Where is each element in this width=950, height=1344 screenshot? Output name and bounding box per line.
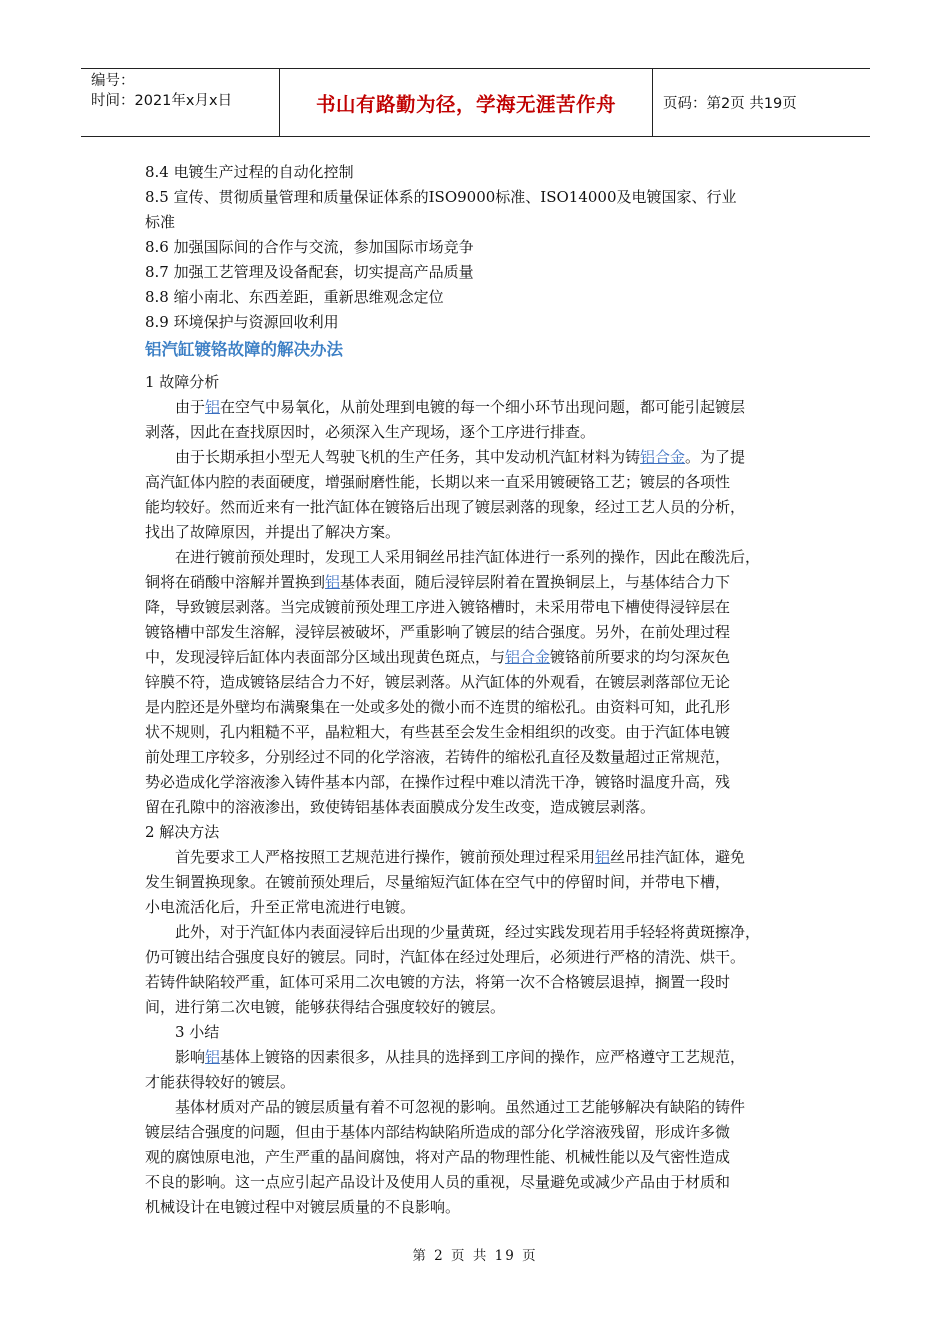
text-segment: 找出了故障原因，并提出了解决方案。: [145, 523, 401, 541]
text-segment: 高汽缸体内腔的表面硬度，增强耐磨性能，长期以来一直采用镀硬铬工艺；镀层的各项性: [145, 473, 731, 491]
body-line: [145, 1070, 805, 1095]
text-segment: 镀铬前所要求的均匀深灰色: [550, 648, 731, 666]
text-segment: 由于: [145, 398, 206, 416]
measures-list: [145, 160, 805, 335]
body-line: [145, 520, 805, 545]
body-line: [145, 595, 805, 620]
body-line: [145, 1045, 805, 1070]
body-line: [145, 445, 805, 470]
body-line: [145, 945, 805, 970]
list-item: 8.5 宣传、贯彻质量管理和质量保证体系的ISO9000标准、ISO14000及电镀国家、行业: [145, 188, 737, 206]
body-line: [145, 395, 805, 420]
keyword-link[interactable]: 铝: [205, 1048, 221, 1066]
keyword-link[interactable]: 铝: [595, 848, 611, 866]
list-item: 标准: [145, 213, 176, 231]
header-motto: 书山有路勤为径，学海无涯苦作舟: [280, 69, 653, 136]
body-line: [145, 545, 805, 570]
body-line: [145, 1095, 805, 1120]
header-page-code: 页码：第2页 共19页: [663, 96, 797, 112]
body-line: [145, 470, 805, 495]
list-item: 8.7 加强工艺管理及设备配套，切实提高产品质量: [145, 263, 474, 281]
text-segment: 1 故障分析: [145, 373, 220, 391]
text-segment: 小电流活化后，升至正常电流进行电镀。: [145, 898, 416, 916]
text-segment: 基体上镀铬的因素很多，从挂具的选择到工序间的操作，应严格遵守工艺规范，: [220, 1048, 746, 1066]
text-segment: 基体表面，随后浸锌层附着在置换铜层上，与基体结合力下: [340, 573, 731, 591]
body-line: [145, 1195, 805, 1220]
text-segment: 锌膜不符，造成镀铬层结合力不好，镀层剥落。从汽缸体的外观看，在镀层剥落部位无论: [145, 673, 731, 691]
keyword-link[interactable]: 铝合金: [505, 648, 551, 666]
text-segment: 观的腐蚀原电池，产生严重的晶间腐蚀，将对产品的物理性能、机械性能以及气密性造成: [145, 1148, 731, 1166]
keyword-link[interactable]: 铝合金: [640, 448, 686, 466]
text-segment: 状不规则，孔内粗糙不平，晶粒粗大，有些甚至会发生金相组织的改变。由于汽缸体电镀: [145, 723, 731, 741]
body-line: [145, 870, 805, 895]
document-number-label: 编号：: [91, 73, 135, 89]
article-title: 铝汽缸镀铬故障的解决办法: [145, 340, 343, 359]
body-line: [145, 1145, 805, 1170]
list-item: 8.4 电镀生产过程的自动化控制: [145, 163, 354, 181]
body-line: [145, 370, 805, 395]
text-segment: 基体材质对产品的镀层质量有着不可忽视的影响。虽然通过工艺能够解决有缺陷的铸件: [145, 1098, 746, 1116]
page-footer: 第 2 页 共 19 页: [412, 1248, 538, 1264]
text-segment: 镀铬槽中部发生溶解，浸锌层被破坏，严重影响了镀层的结合强度。另外，在前处理过程: [145, 623, 731, 641]
list-item: 8.6 加强国际间的合作与交流，参加国际市场竞争: [145, 238, 474, 256]
text-segment: 机械设计在电镀过程中对镀层质量的不良影响。: [145, 1198, 461, 1216]
body-line: [145, 820, 805, 845]
document-time-label: 时间：2021年x月x日: [91, 93, 233, 109]
text-segment: 由于长期承担小型无人驾驶飞机的生产任务，其中发动机汽缸材料为铸: [145, 448, 641, 466]
body-line: [145, 845, 805, 870]
body-line: [145, 570, 805, 595]
document-body: [145, 160, 805, 1220]
text-segment: 势必造成化学溶液渗入铸件基本内部，在操作过程中难以清洗干净，镀铬时温度升高，残: [145, 773, 731, 791]
text-segment: 中，发现浸锌后缸体内表面部分区域出现黄色斑点，与: [145, 648, 506, 666]
text-segment: 间，进行第二次电镀，能够获得结合强度较好的镀层。: [145, 998, 506, 1016]
body-line: [145, 920, 805, 945]
body-line: [145, 1020, 805, 1045]
body-line: [145, 795, 805, 820]
body-line: [145, 895, 805, 920]
keyword-link[interactable]: 铝: [325, 573, 341, 591]
header-meta: [81, 69, 280, 136]
body-line: [145, 620, 805, 645]
body-line: [145, 420, 805, 445]
text-segment: 首先要求工人严格按照工艺规范进行操作，镀前预处理过程采用: [145, 848, 596, 866]
list-item: 8.9 环境保护与资源回收利用: [145, 313, 339, 331]
text-segment: 丝吊挂汽缸体，避免: [610, 848, 746, 866]
text-segment: 。为了提: [685, 448, 746, 466]
text-segment: 才能获得较好的镀层。: [145, 1073, 296, 1091]
text-segment: 在进行镀前预处理时，发现工人采用铜丝吊挂汽缸体进行一系列的操作，因此在酸洗后，: [145, 548, 761, 566]
body-line: [145, 495, 805, 520]
text-segment: 不良的影响。这一点应引起产品设计及使用人员的重视，尽量避免或减少产品由于材质和: [145, 1173, 731, 1191]
text-segment: 在空气中易氧化，从前处理到电镀的每一个细小环节出现问题，都可能引起镀层: [220, 398, 746, 416]
body-line: [145, 1120, 805, 1145]
body-line: [145, 695, 805, 720]
text-segment: 发生铜置换现象。在镀前预处理后，尽量缩短汽缸体在空气中的停留时间，并带电下槽，: [145, 873, 731, 891]
text-segment: 前处理工序较多，分别经过不同的化学溶液，若铸件的缩松孔直径及数量超过正常规范，: [145, 748, 731, 766]
body-line: [145, 970, 805, 995]
body-line: [145, 720, 805, 745]
body-line: [145, 670, 805, 695]
text-segment: 3 小结: [145, 1023, 220, 1041]
body-line: [145, 995, 805, 1020]
text-segment: 留在孔隙中的溶液渗出，致使铸铝基体表面膜成分发生改变，造成镀层剥落。: [145, 798, 656, 816]
text-segment: 若铸件缺陷较严重，缸体可采用二次电镀的方法，将第一次不合格镀层退掉，搁置一段时: [145, 973, 731, 991]
text-segment: 能均较好。然而近来有一批汽缸体在镀铬后出现了镀层剥落的现象，经过工艺人员的分析，: [145, 498, 746, 516]
body-line: [145, 645, 805, 670]
page-header: [81, 68, 870, 137]
article-body: [145, 370, 805, 1220]
text-segment: 剥落，因此在查找原因时，必须深入生产现场，逐个工序进行排查。: [145, 423, 596, 441]
text-segment: 镀层结合强度的问题，但由于基体内部结构缺陷所造成的部分化学溶液残留，形成许多微: [145, 1123, 731, 1141]
body-line: [145, 745, 805, 770]
list-item: 8.8 缩小南北、东西差距，重新思维观念定位: [145, 288, 444, 306]
keyword-link[interactable]: 铝: [205, 398, 221, 416]
text-segment: 仍可镀出结合强度良好的镀层。同时，汽缸体在经过处理后，必须进行严格的清洗、烘干。: [145, 948, 746, 966]
text-segment: 铜将在硝酸中溶解并置换到: [145, 573, 326, 591]
text-segment: 降，导致镀层剥落。当完成镀前预处理工序进入镀铬槽时，未采用带电下槽使得浸锌层在: [145, 598, 731, 616]
text-segment: 是内腔还是外壁均布满聚集在一处或多处的微小而不连贯的缩松孔。由资料可知，此孔形: [145, 698, 731, 716]
body-line: [145, 770, 805, 795]
text-segment: 此外，对于汽缸体内表面浸锌后出现的少量黄斑，经过实践发现若用手轻轻将黄斑擦净，: [145, 923, 761, 941]
text-segment: 2 解决方法: [145, 823, 220, 841]
body-line: [145, 1170, 805, 1195]
text-segment: 影响: [145, 1048, 206, 1066]
